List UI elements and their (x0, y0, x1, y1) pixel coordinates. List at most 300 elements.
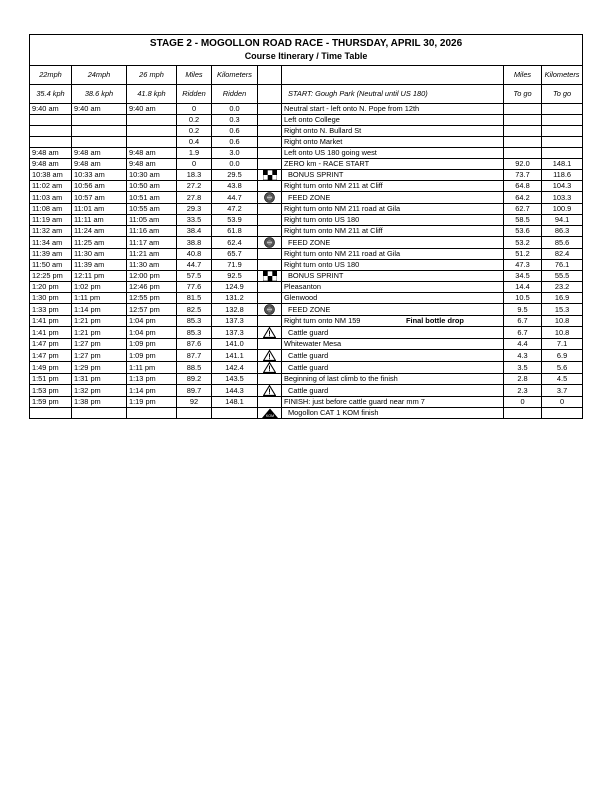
header-cell: Kilometers (212, 66, 258, 85)
route-description: Right turn onto US 180 (284, 260, 360, 269)
cell-km: 61.8 (212, 226, 258, 237)
cell-t22: 1:59 pm (30, 397, 72, 408)
cell-km-to-go: 4.5 (542, 374, 583, 385)
route-description: Right onto N. Bullard St (284, 126, 362, 135)
cell-icon (258, 397, 282, 408)
cell-t26: 1:14 pm (127, 385, 177, 397)
route-description: Right turn onto NM 211 at Cliff (284, 226, 383, 235)
cell-km-to-go: 15.3 (542, 304, 583, 316)
cell-t22: 1:30 pm (30, 293, 72, 304)
cell-description (282, 115, 504, 126)
cell-t26: 12:57 pm (127, 304, 177, 316)
cell-mi-to-go: 47.3 (504, 260, 542, 271)
cell-t26: 1:19 pm (127, 397, 177, 408)
header-cell: Ridden (177, 85, 212, 104)
cell-icon (258, 271, 282, 282)
cell-description (282, 104, 504, 115)
cell-description (282, 339, 504, 350)
cell-description (282, 181, 504, 192)
cell-icon (258, 260, 282, 271)
cell-km-to-go: 16.9 (542, 293, 583, 304)
cell-km: 142.4 (212, 362, 258, 374)
cell-t24: 1:32 pm (72, 385, 127, 397)
cell-icon (258, 316, 282, 327)
route-description: Right turn onto NM 159 (284, 316, 361, 325)
route-description: FINISH: just before cattle guard near mm 7 (284, 397, 425, 406)
cell-mi-to-go: 64.2 (504, 192, 542, 204)
cell-description (282, 316, 504, 327)
cell-t24: 1:21 pm (72, 327, 127, 339)
cell-t22: 9:48 am (30, 159, 72, 170)
cell-km-to-go: 0 (542, 397, 583, 408)
cell-mi: 88.5 (177, 362, 212, 374)
cell-t24: 11:11 am (72, 215, 127, 226)
cell-t26: 9:48 am (127, 159, 177, 170)
cell-mi-to-go: 0 (504, 397, 542, 408)
feed-zone-icon (264, 192, 275, 203)
cell-mi-to-go: 53.2 (504, 237, 542, 249)
cell-km: 148.1 (212, 397, 258, 408)
cell-km-to-go: 103.3 (542, 192, 583, 204)
cell-mi: 0.2 (177, 126, 212, 137)
title-block (30, 35, 583, 66)
cell-t26: 1:04 pm (127, 327, 177, 339)
route-description: Whitewater Mesa (284, 339, 342, 348)
cell-description (282, 260, 504, 271)
table-row (30, 408, 583, 419)
cell-km-to-go: 104.3 (542, 181, 583, 192)
cell-mi: 92 (177, 397, 212, 408)
cell-description (282, 282, 504, 293)
cell-t24: 10:56 am (72, 181, 127, 192)
cell-icon (258, 237, 282, 249)
header-row-speed (30, 66, 583, 85)
cell-km: 132.8 (212, 304, 258, 316)
cell-km: 0.0 (212, 159, 258, 170)
cell-km: 0.6 (212, 126, 258, 137)
cell-km-to-go: 55.5 (542, 271, 583, 282)
header-cell: Miles (504, 66, 542, 85)
cell-mi-to-go (504, 126, 542, 137)
feed-zone-icon (264, 304, 275, 315)
cell-mi (177, 408, 212, 419)
cell-t26 (127, 126, 177, 137)
cell-icon (258, 192, 282, 204)
cell-mi: 18.3 (177, 170, 212, 181)
cell-km-to-go: 148.1 (542, 159, 583, 170)
header-cell: Miles (177, 66, 212, 85)
cell-description (282, 249, 504, 260)
table-row (30, 126, 583, 137)
cell-mi: 57.5 (177, 271, 212, 282)
cell-t26: 11:17 am (127, 237, 177, 249)
cell-km-to-go (542, 148, 583, 159)
route-description: Beginning of last climb to the finish (284, 374, 398, 383)
cell-km-to-go: 6.9 (542, 350, 583, 362)
cell-km: 92.5 (212, 271, 258, 282)
header-cell (258, 85, 282, 104)
cell-t24: 1:02 pm (72, 282, 127, 293)
itinerary-table (29, 34, 583, 419)
cell-mi: 85.3 (177, 316, 212, 327)
cell-icon (258, 362, 282, 374)
cell-icon (258, 374, 282, 385)
cell-icon (258, 327, 282, 339)
cell-icon (258, 408, 282, 419)
cell-t26: 11:16 am (127, 226, 177, 237)
cell-km-to-go (542, 408, 583, 419)
table-row (30, 316, 583, 327)
cell-description (282, 327, 504, 339)
cell-t26: 10:50 am (127, 181, 177, 192)
cell-km: 0.6 (212, 137, 258, 148)
header-cell (258, 66, 282, 85)
cell-t22: 10:38 am (30, 170, 72, 181)
cell-t24: 9:40 am (72, 104, 127, 115)
cell-t26: 10:30 am (127, 170, 177, 181)
cell-t22: 11:02 am (30, 181, 72, 192)
cell-description (282, 215, 504, 226)
cell-mi-to-go: 4.3 (504, 350, 542, 362)
cell-t24: 1:14 pm (72, 304, 127, 316)
cell-km: 137.3 (212, 327, 258, 339)
cell-mi-to-go: 58.5 (504, 215, 542, 226)
warning-triangle-icon (263, 350, 276, 361)
cell-km-to-go: 5.6 (542, 362, 583, 374)
warning-triangle-icon (263, 327, 276, 338)
cell-mi: 33.5 (177, 215, 212, 226)
route-description: ZERO km - RACE START (284, 159, 370, 168)
cell-t26: 1:13 pm (127, 374, 177, 385)
cell-mi-to-go: 51.2 (504, 249, 542, 260)
cell-t24 (72, 137, 127, 148)
cell-mi: 40.8 (177, 249, 212, 260)
cell-t22: 11:08 am (30, 204, 72, 215)
cell-t22: 1:47 pm (30, 350, 72, 362)
table-row (30, 374, 583, 385)
table-row (30, 204, 583, 215)
route-description: FEED ZONE (288, 192, 331, 202)
cell-t24 (72, 126, 127, 137)
cell-mi-to-go (504, 137, 542, 148)
cell-km-to-go: 85.6 (542, 237, 583, 249)
table-row (30, 385, 583, 397)
cell-mi-to-go: 6.7 (504, 316, 542, 327)
cell-t24: 11:24 am (72, 226, 127, 237)
route-description: Cattle guard (288, 362, 329, 372)
cell-mi-to-go: 10.5 (504, 293, 542, 304)
cell-icon (258, 170, 282, 181)
cell-km: 141.0 (212, 339, 258, 350)
cell-km-to-go: 86.3 (542, 226, 583, 237)
page-subtitle: Course Itinerary / Time Table (244, 51, 368, 61)
cell-mi: 0.4 (177, 137, 212, 148)
cell-mi: 0 (177, 159, 212, 170)
cell-t24: 1:38 pm (72, 397, 127, 408)
cell-km: 65.7 (212, 249, 258, 260)
cell-icon (258, 339, 282, 350)
cell-mi-to-go: 64.8 (504, 181, 542, 192)
cell-t22 (30, 126, 72, 137)
table-row (30, 249, 583, 260)
cell-mi: 0 (177, 104, 212, 115)
cell-description (282, 137, 504, 148)
cell-icon (258, 126, 282, 137)
cell-mi: 89.2 (177, 374, 212, 385)
route-description: Right turn onto NM 211 at Cliff (284, 181, 383, 190)
table-row (30, 350, 583, 362)
cell-t22: 1:41 pm (30, 316, 72, 327)
cell-km: 47.2 (212, 204, 258, 215)
cell-t22: 1:20 pm (30, 282, 72, 293)
table-row (30, 237, 583, 249)
cell-description (282, 397, 504, 408)
table-row (30, 362, 583, 374)
cell-mi-to-go (504, 148, 542, 159)
cell-mi: 38.8 (177, 237, 212, 249)
cell-icon (258, 148, 282, 159)
cell-km: 143.5 (212, 374, 258, 385)
route-description: BONUS SPRINT (288, 271, 344, 280)
cell-t24: 1:31 pm (72, 374, 127, 385)
cell-km: 71.9 (212, 260, 258, 271)
cell-t22: 11:50 am (30, 260, 72, 271)
cell-mi-to-go: 9.5 (504, 304, 542, 316)
route-description: Cattle guard (288, 350, 329, 360)
table-row (30, 226, 583, 237)
cell-mi-to-go: 2.3 (504, 385, 542, 397)
cell-description (282, 293, 504, 304)
cell-icon (258, 115, 282, 126)
checkered-flag-icon (263, 271, 277, 281)
route-description: Cattle guard (288, 327, 329, 337)
cell-t24: 9:48 am (72, 148, 127, 159)
cell-t26: 1:11 pm (127, 362, 177, 374)
feed-zone-icon (264, 237, 275, 248)
cell-km-to-go: 10.8 (542, 316, 583, 327)
svg-text:KOM: KOM (265, 413, 274, 418)
cell-description (282, 237, 504, 249)
cell-t26 (127, 115, 177, 126)
cell-km: 53.9 (212, 215, 258, 226)
cell-t24 (72, 115, 127, 126)
cell-t22 (30, 408, 72, 419)
cell-description (282, 126, 504, 137)
page-title: STAGE 2 - MOGOLLON ROAD RACE - THURSDAY, APRIL 30, 2026 (149, 38, 463, 49)
header-cell (282, 66, 504, 85)
itinerary-sheet (29, 34, 582, 419)
cell-icon (258, 137, 282, 148)
table-row (30, 159, 583, 170)
cell-icon (258, 282, 282, 293)
cell-t24: 1:11 pm (72, 293, 127, 304)
cell-km-to-go (542, 137, 583, 148)
route-description: Neutral start - left onto N. Pope from 12th (284, 104, 420, 113)
cell-mi: 44.7 (177, 260, 212, 271)
cell-t26: 12:00 pm (127, 271, 177, 282)
cell-icon (258, 226, 282, 237)
table-row (30, 104, 583, 115)
cell-t24: 10:57 am (72, 192, 127, 204)
cell-km: 44.7 (212, 192, 258, 204)
header-cell: 24mph (72, 66, 127, 85)
header-cell: Kilometers (542, 66, 583, 85)
warning-triangle-icon (263, 385, 276, 396)
cell-t26: 11:30 am (127, 260, 177, 271)
cell-km-to-go: 7.1 (542, 339, 583, 350)
cell-km: 62.4 (212, 237, 258, 249)
cell-t22 (30, 137, 72, 148)
cell-mi-to-go: 62.7 (504, 204, 542, 215)
cell-km: 141.1 (212, 350, 258, 362)
cell-icon (258, 204, 282, 215)
cell-icon (258, 385, 282, 397)
cell-km: 43.8 (212, 181, 258, 192)
cell-mi: 29.3 (177, 204, 212, 215)
cell-t22: 9:40 am (30, 104, 72, 115)
cell-t22: 1:47 pm (30, 339, 72, 350)
route-description: Glenwood (284, 293, 318, 302)
cell-t22: 11:34 am (30, 237, 72, 249)
cell-km-to-go: 23.2 (542, 282, 583, 293)
cell-mi: 87.6 (177, 339, 212, 350)
header-row-units (30, 85, 583, 104)
cell-km-to-go (542, 115, 583, 126)
cell-mi: 89.7 (177, 385, 212, 397)
cell-description (282, 170, 504, 181)
table-row (30, 148, 583, 159)
cell-description (282, 304, 504, 316)
route-description: Left onto US 180 going west (284, 148, 377, 157)
cell-description (282, 148, 504, 159)
cell-icon (258, 159, 282, 170)
cell-km: 137.3 (212, 316, 258, 327)
cell-t24: 11:01 am (72, 204, 127, 215)
cell-mi: 1.9 (177, 148, 212, 159)
cell-km: 144.3 (212, 385, 258, 397)
cell-t24: 12:11 pm (72, 271, 127, 282)
cell-km: 3.0 (212, 148, 258, 159)
header-cell: To go (504, 85, 542, 104)
table-row (30, 170, 583, 181)
cell-t26: 1:04 pm (127, 316, 177, 327)
table-row (30, 339, 583, 350)
cell-t22: 11:39 am (30, 249, 72, 260)
cell-km-to-go: 10.8 (542, 327, 583, 339)
cell-t22: 1:53 pm (30, 385, 72, 397)
cell-mi-to-go: 34.5 (504, 271, 542, 282)
cell-mi-to-go: 2.8 (504, 374, 542, 385)
cell-t26: 11:21 am (127, 249, 177, 260)
cell-t26: 12:55 pm (127, 293, 177, 304)
table-row (30, 271, 583, 282)
table-row (30, 260, 583, 271)
cell-description (282, 226, 504, 237)
route-description: BONUS SPRINT (288, 170, 344, 179)
route-description: Right turn onto US 180 (284, 215, 360, 224)
cell-mi-to-go: 6.7 (504, 327, 542, 339)
cell-icon (258, 350, 282, 362)
cell-icon (258, 293, 282, 304)
route-description: FEED ZONE (288, 237, 331, 247)
cell-icon (258, 181, 282, 192)
table-row (30, 181, 583, 192)
cell-mi-to-go: 14.4 (504, 282, 542, 293)
cell-description (282, 374, 504, 385)
header-cell: 22mph (30, 66, 72, 85)
cell-mi: 0.2 (177, 115, 212, 126)
cell-t22: 12:25 pm (30, 271, 72, 282)
cell-mi-to-go (504, 115, 542, 126)
route-description: Left onto College (284, 115, 340, 124)
route-description: FEED ZONE (288, 304, 331, 314)
cell-km-to-go: 94.1 (542, 215, 583, 226)
cell-t26: 1:09 pm (127, 339, 177, 350)
header-cell: To go (542, 85, 583, 104)
cell-t24: 1:27 pm (72, 339, 127, 350)
cell-t24: 1:21 pm (72, 316, 127, 327)
cell-t26 (127, 137, 177, 148)
route-note: Final bottle drop (406, 316, 464, 325)
cell-mi-to-go: 4.4 (504, 339, 542, 350)
cell-description (282, 192, 504, 204)
route-description: Right onto Market (284, 137, 343, 146)
cell-mi: 27.2 (177, 181, 212, 192)
cell-t24: 10:33 am (72, 170, 127, 181)
kom-mountain-icon (262, 408, 278, 418)
cell-mi: 77.6 (177, 282, 212, 293)
cell-mi-to-go: 73.7 (504, 170, 542, 181)
cell-description (282, 350, 504, 362)
cell-mi-to-go: 53.6 (504, 226, 542, 237)
cell-t26: 10:51 am (127, 192, 177, 204)
cell-km: 0.3 (212, 115, 258, 126)
cell-mi: 81.5 (177, 293, 212, 304)
cell-km-to-go (542, 104, 583, 115)
cell-mi-to-go (504, 408, 542, 419)
cell-mi: 87.7 (177, 350, 212, 362)
cell-km-to-go: 100.9 (542, 204, 583, 215)
cell-t22: 11:03 am (30, 192, 72, 204)
cell-mi-to-go (504, 104, 542, 115)
cell-mi: 85.3 (177, 327, 212, 339)
table-row (30, 115, 583, 126)
cell-t22: 11:19 am (30, 215, 72, 226)
route-description: Right turn onto NM 211 road at Gila (284, 204, 401, 213)
cell-t22: 9:48 am (30, 148, 72, 159)
cell-mi-to-go: 3.5 (504, 362, 542, 374)
cell-description (282, 408, 504, 419)
cell-km: 131.2 (212, 293, 258, 304)
cell-km-to-go: 3.7 (542, 385, 583, 397)
table-row (30, 282, 583, 293)
cell-t22: 11:32 am (30, 226, 72, 237)
warning-triangle-icon (263, 362, 276, 373)
cell-km: 29.5 (212, 170, 258, 181)
table-row (30, 327, 583, 339)
table-row (30, 397, 583, 408)
cell-description (282, 204, 504, 215)
table-row (30, 215, 583, 226)
start-location-header: START: Gough Park (Neutral until US 180) (282, 85, 504, 104)
cell-icon (258, 304, 282, 316)
cell-mi-to-go: 92.0 (504, 159, 542, 170)
checkered-flag-icon (263, 170, 277, 180)
cell-t22: 1:49 pm (30, 362, 72, 374)
cell-mi: 82.5 (177, 304, 212, 316)
cell-km-to-go (542, 126, 583, 137)
header-cell: 41.8 kph (127, 85, 177, 104)
